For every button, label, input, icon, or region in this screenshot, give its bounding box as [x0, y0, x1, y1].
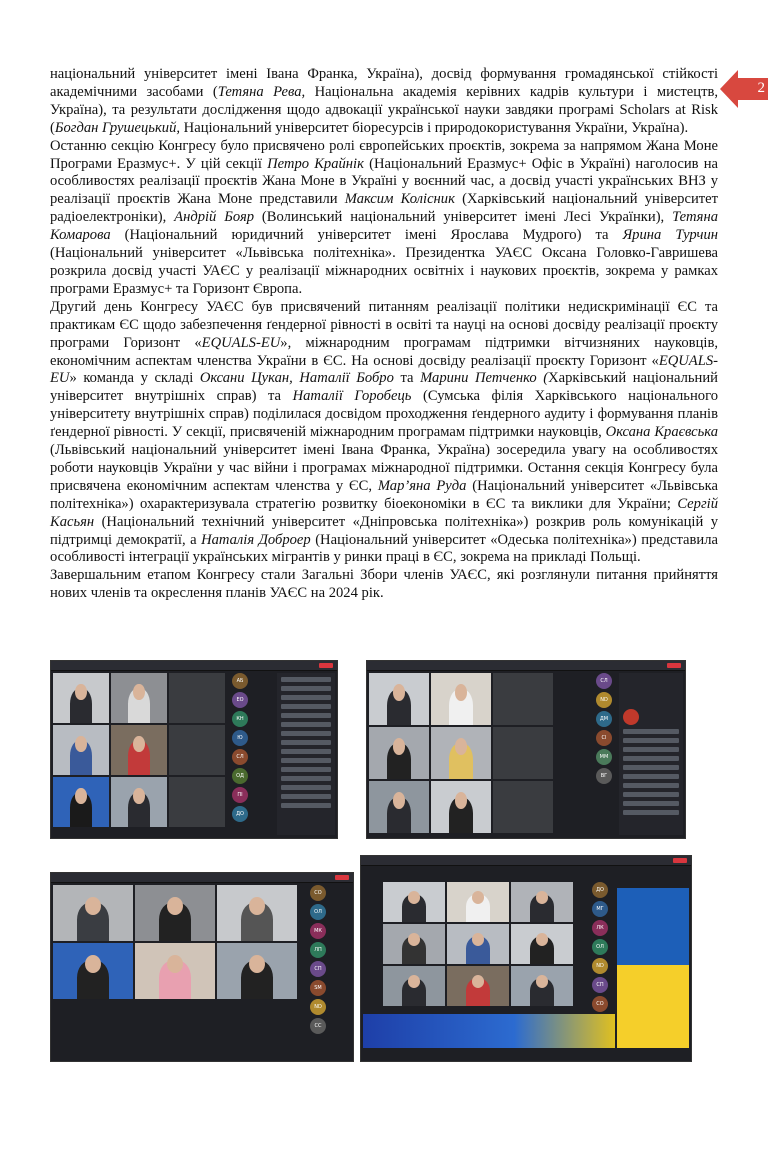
- italic-name: EQUALS-EU: [201, 334, 281, 351]
- italic-name: Оксани Цукан, Наталії Бобро: [199, 370, 394, 387]
- text-run: національний університет імені Івана Франка, Україна), досвід формування громадянської стійкості академічними засобами (: [50, 66, 718, 100]
- italic-name: Тетяна Комарова: [50, 209, 718, 244]
- text-run: » команда у складі: [69, 370, 200, 387]
- participant-avatar: SM: [310, 980, 326, 996]
- participant-avatar: СП: [592, 977, 608, 993]
- paragraph: [50, 567, 718, 603]
- italic-name: Петро Крайнік: [267, 155, 364, 172]
- text-run: (Національний університет «Львівська політехніка». Президентка УАЄС Оксана Головко-Гавришева розкрила досвід участі УАЄС у реалізації міжнародних освітніх і наукових проєктів, зокрема у рамках програми Еразмус+ та Горизонт Європа.: [50, 245, 718, 297]
- participant-avatar: СС: [310, 1018, 326, 1034]
- italic-name: Оксана Краєвська: [605, 424, 718, 441]
- participant-avatar: ND: [596, 692, 612, 708]
- text-run: Завершальним етапом Конгресу стали Загальні Збори членів УАЄС, які розглянули питання прийняття нових членів та окреслення планів УАЄС на 2024 рік.: [50, 567, 718, 602]
- participant-avatar: ЕО: [232, 692, 248, 708]
- text-run: Національний університет біоресурсів і природокористування України, Україна).: [180, 119, 689, 136]
- participant-avatar: ПІ: [232, 787, 248, 803]
- participant-avatar: ЛП: [310, 942, 326, 958]
- text-run: Національна академія керівних кадрів культури і мистецтв, Україна), та результати дослідження щодо адвокації української науки завдяки програмі Scholars at Risk (: [50, 83, 718, 136]
- participant-avatar: ДО: [592, 882, 608, 898]
- flag-panel: [617, 888, 689, 1048]
- italic-name: Богдан Грушецький,: [54, 119, 181, 136]
- text-run: (Національний університет «Одеська політехніка») представила особливості інтеграції українських мігрантів у ринки праці в ЄС, зокрема на прикладі Польщі.: [50, 531, 718, 566]
- text-run: (Національний університет «Львівська політехніка») охарактеризувала стратегію розвитку біоекономіки в ЄС та виклики для України;: [50, 477, 719, 512]
- italic-name: Андрій Бояр: [174, 209, 255, 226]
- participant-avatar: СО: [592, 996, 608, 1012]
- page-number: 2: [757, 80, 765, 96]
- participant-avatar: СО: [310, 885, 326, 901]
- participant-avatar: СЛ: [596, 673, 612, 689]
- italic-name: Наталії Горобець: [292, 388, 412, 405]
- meeting-screenshot-4: [360, 855, 692, 1062]
- eu-banner: [363, 1014, 615, 1048]
- participant-avatar: СІ: [596, 730, 612, 746]
- participant-avatar: ND: [310, 999, 326, 1015]
- avatar-column: [229, 673, 251, 822]
- participant-avatar: ОД: [232, 768, 248, 784]
- participant-avatar: КН: [232, 711, 248, 727]
- participant-avatar: ММ: [596, 749, 612, 765]
- text-run: (Національний технічний університет «Дніпровська політехніка») розкрив роль комунікацій у підтримці демократії, а: [50, 513, 718, 548]
- text-run: Другий день Конгресу УАЄС був присвячений питанням реалізації політики недискримінації ЄС та практикам ЄС щодо забезпечення ґендерної рівності в освіті та науці на основі досвіду реалізації проєкту програми Горизонт «: [50, 298, 718, 351]
- italic-name: Тетяна Рева,: [217, 83, 306, 100]
- participants-panel: [277, 673, 335, 835]
- text-run: (Національний юридичний університет імені Ярослава Мудрого) та: [110, 227, 623, 244]
- avatar-column: [589, 882, 611, 1031]
- participant-avatar: ДО: [232, 806, 248, 822]
- paragraph: [50, 138, 718, 299]
- participant-avatar: ND: [592, 958, 608, 974]
- italic-name: Максим Колісник: [344, 191, 455, 208]
- participant-avatar: ЛК: [592, 920, 608, 936]
- text-run: (Львівський національний університет імені Івана Франка, Україна) зосередила увагу на особливостях роботи науковців України у час війни і програмах міжнародної підтримки. Остання секція Конгресу була присвячена економічним аспектам членства у ЄС,: [50, 442, 718, 494]
- meeting-screenshot-3: [50, 872, 354, 1062]
- italic-name: Сергій Касьян: [50, 495, 718, 530]
- text-run: (Харківський національний університет радіоелектроніки),: [50, 191, 718, 226]
- text-run: Харківський національний університет внутрішніх справ) та: [50, 370, 718, 405]
- participant-avatar: ВГ: [596, 768, 612, 784]
- participant-avatar: ОЛ: [310, 904, 326, 920]
- italic-name: Марини Петченко (: [420, 370, 549, 387]
- participant-avatar: Ю: [232, 730, 248, 746]
- participant-avatar: ОЛ: [592, 939, 608, 955]
- article-body: [50, 66, 718, 603]
- meeting-screenshot-2: [366, 660, 686, 839]
- paragraph: [50, 299, 718, 568]
- avatar-column: [593, 673, 615, 784]
- italic-name: Ярина Турчин: [622, 227, 718, 244]
- italic-name: Мар’яна Руда: [377, 477, 467, 494]
- italic-name: Наталія Доброер: [201, 531, 311, 548]
- text-run: », міжнародним програмам підтримки вітчизняних науковців, економічним аспектам членства України в ЄС. На основі досвіду реалізації проєкту Горизонт «: [50, 334, 718, 369]
- participant-avatar: ДМ: [596, 711, 612, 727]
- avatar-column: [307, 885, 329, 1034]
- text-run: (Сумська філія Харківського національного університету внутрішніх справ) поділилася досвідом проходження ґендерного аудиту і формування планів ґендерної рівності. У секції, присвяченій міжнародним програмам підтримки науковців,: [50, 388, 718, 441]
- participants-panel: [619, 673, 683, 835]
- text-run: (Національний Еразмус+ Офіс в Україні) наголосив на особливостях реалізації проєктів Жана Моне в Україні у воєнний час, а досвід участі українських ВНЗ у реалізації проєктів Жана Моне представили: [50, 155, 718, 208]
- participant-avatar: СП: [310, 961, 326, 977]
- meeting-screenshot-1: [50, 660, 338, 839]
- text-run: Останню секцію Конгресу було присвячено ролі європейських проєктів, зокрема за напрямом Жана Моне Програми Еразмус+. У цій секції: [50, 137, 718, 172]
- text-run: та: [393, 370, 421, 387]
- participant-avatar: АБ: [232, 673, 248, 689]
- text-run: (Волинський національний університет імені Лесі Українки),: [254, 209, 673, 226]
- participant-avatar: МГ: [592, 901, 608, 917]
- paragraph: [50, 66, 718, 138]
- italic-name: EQUALS-EU: [50, 352, 718, 387]
- participant-avatar: МК: [310, 923, 326, 939]
- participant-avatar: СЛ: [232, 749, 248, 765]
